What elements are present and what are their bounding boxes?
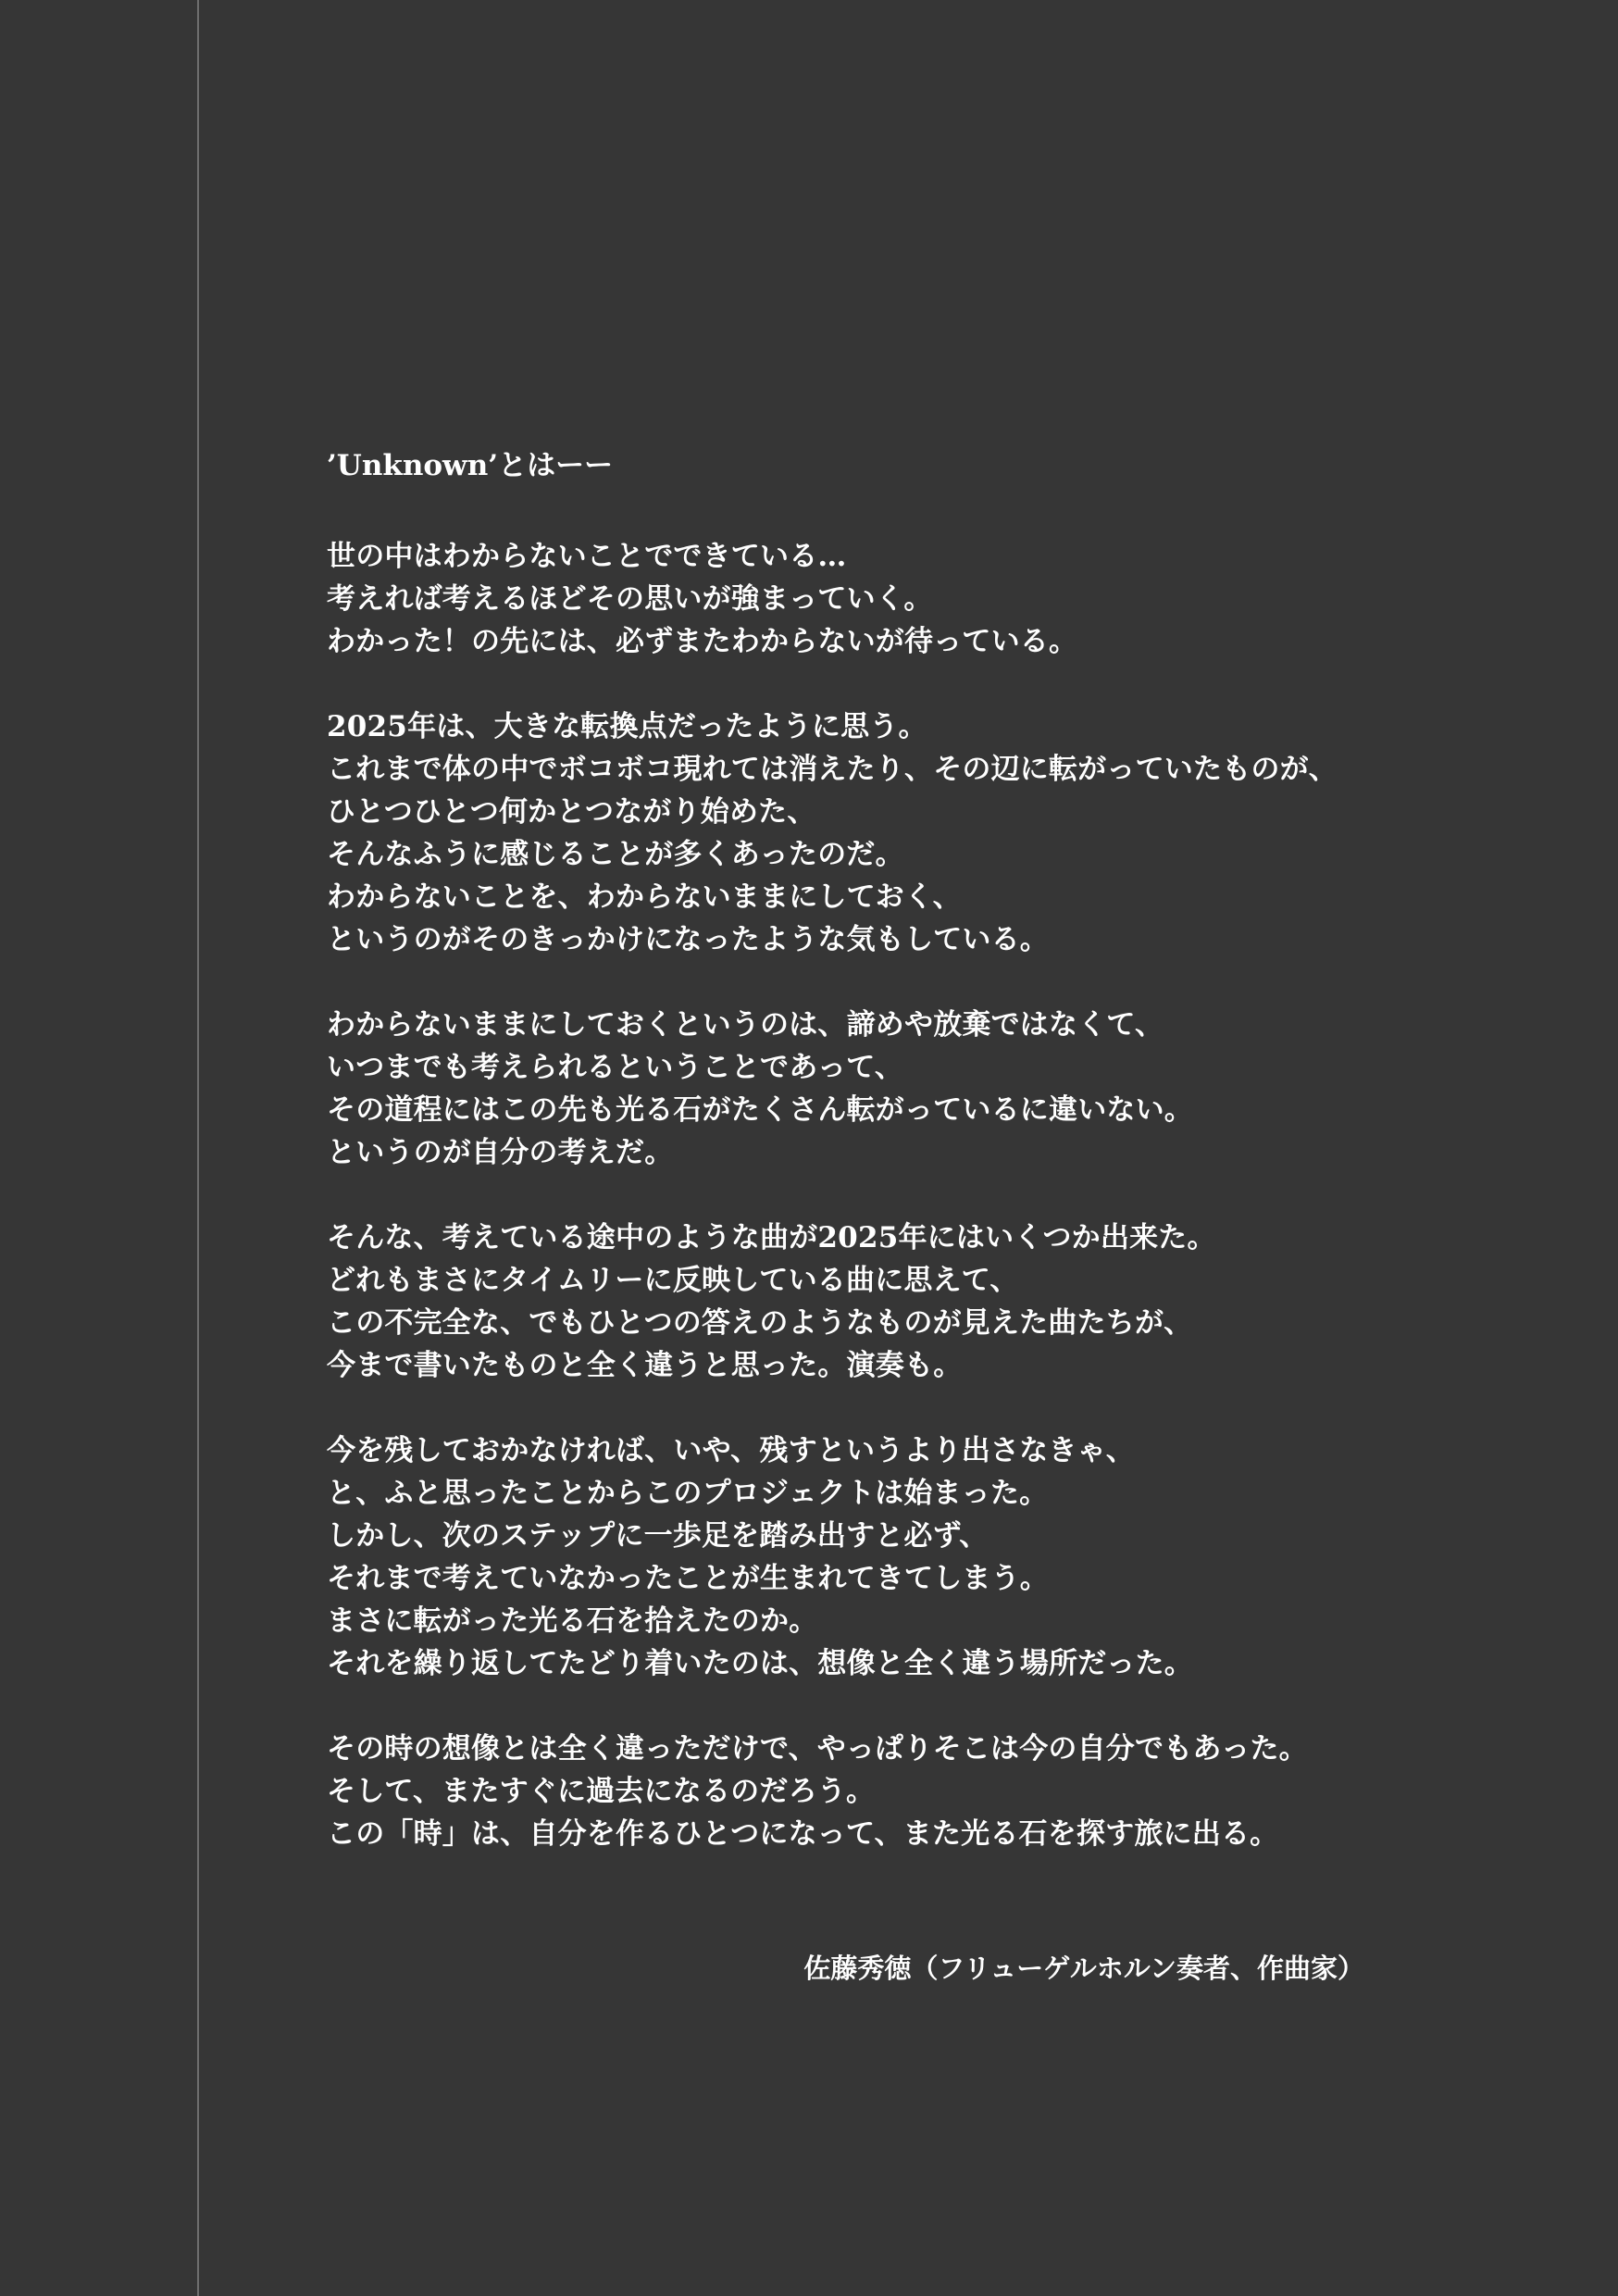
text-line: しかし、次のステップに一歩足を踏み出すと必ず、 — [327, 1519, 989, 1553]
text-line: そんな、考えている途中のような曲が2025年にはいくつか出来た。 — [327, 1221, 1216, 1254]
paragraph-6 — [327, 1728, 1438, 1855]
text-line: 2025年は、大きな転換点だったように思う。 — [327, 710, 927, 743]
text-line: 今を残しておかなければ、いや、残すというより出さなきゃ、 — [327, 1434, 1135, 1467]
essay-body — [327, 439, 1438, 1898]
paragraph-4 — [327, 1217, 1438, 1387]
text-line: いつまでも考えられるということであって、 — [327, 1051, 904, 1084]
text-line: と、ふと思ったことからこのプロジェクトは始まった。 — [327, 1477, 1049, 1510]
text-line: というのが自分の考えだ。 — [327, 1136, 674, 1169]
author-signature: 佐藤秀徳（フリューゲルホルン奏者、作曲家） — [803, 1953, 1364, 1984]
text-line: 今まで書いたものと全く違うと思った。演奏も。 — [327, 1349, 963, 1382]
vertical-divider — [197, 0, 199, 2296]
paragraph-5 — [327, 1429, 1438, 1685]
paragraph-2 — [327, 705, 1438, 961]
text-line: まさに転がった光る石を拾えたのか。 — [327, 1604, 818, 1638]
text-line: 世の中はわからないことでできている… — [327, 540, 847, 573]
text-line: その時の想像とは全く違っただけで、やっぱりそこは今の自分でもあった。 — [327, 1732, 1308, 1766]
text-line: それを繰り返してたどり着いたのは、想像と全く違う場所だった。 — [327, 1647, 1193, 1680]
text-line: というのがそのきっかけになったような気もしている。 — [327, 923, 1049, 956]
text-line: わからないままにしておくというのは、諦めや放棄ではなくて、 — [327, 1008, 1164, 1042]
text-line: それまで考えていなかったことが生まれてきてしまう。 — [327, 1562, 1049, 1595]
text-line: その道程にはこの先も光る石がたくさん転がっているに違いない。 — [327, 1093, 1193, 1127]
essay-title: ’Unknown’とはーー — [327, 449, 614, 482]
text-line: この不完全な、でもひとつの答えのようなものが見えた曲たちが、 — [327, 1306, 1193, 1340]
paragraph-3 — [327, 1004, 1438, 1174]
text-line: どれもまさにタイムリーに反映している曲に思えて、 — [327, 1264, 1019, 1297]
text-line: 考えれば考えるほどその思いが強まっていく。 — [327, 582, 933, 616]
paragraph-1 — [327, 535, 1438, 663]
text-line: わからないことを、わからないままにしておく、 — [327, 880, 962, 914]
text-line: この「時」は、自分を作るひとつになって、また光る石を探す旅に出る。 — [327, 1817, 1279, 1851]
text-line: そんなふうに感じることが多くあったのだ。 — [327, 838, 904, 871]
text-line: これまで体の中でボコボコ現れては消えたり、その辺に転がっていたものが、 — [327, 753, 1338, 786]
text-line: ひとつひとつ何かとつながり始めた、 — [327, 795, 816, 829]
text-line: そして、またすぐに過去になるのだろう。 — [327, 1775, 876, 1808]
text-line: わかった！の先には、必ずまたわからないが待っている。 — [327, 625, 1078, 658]
